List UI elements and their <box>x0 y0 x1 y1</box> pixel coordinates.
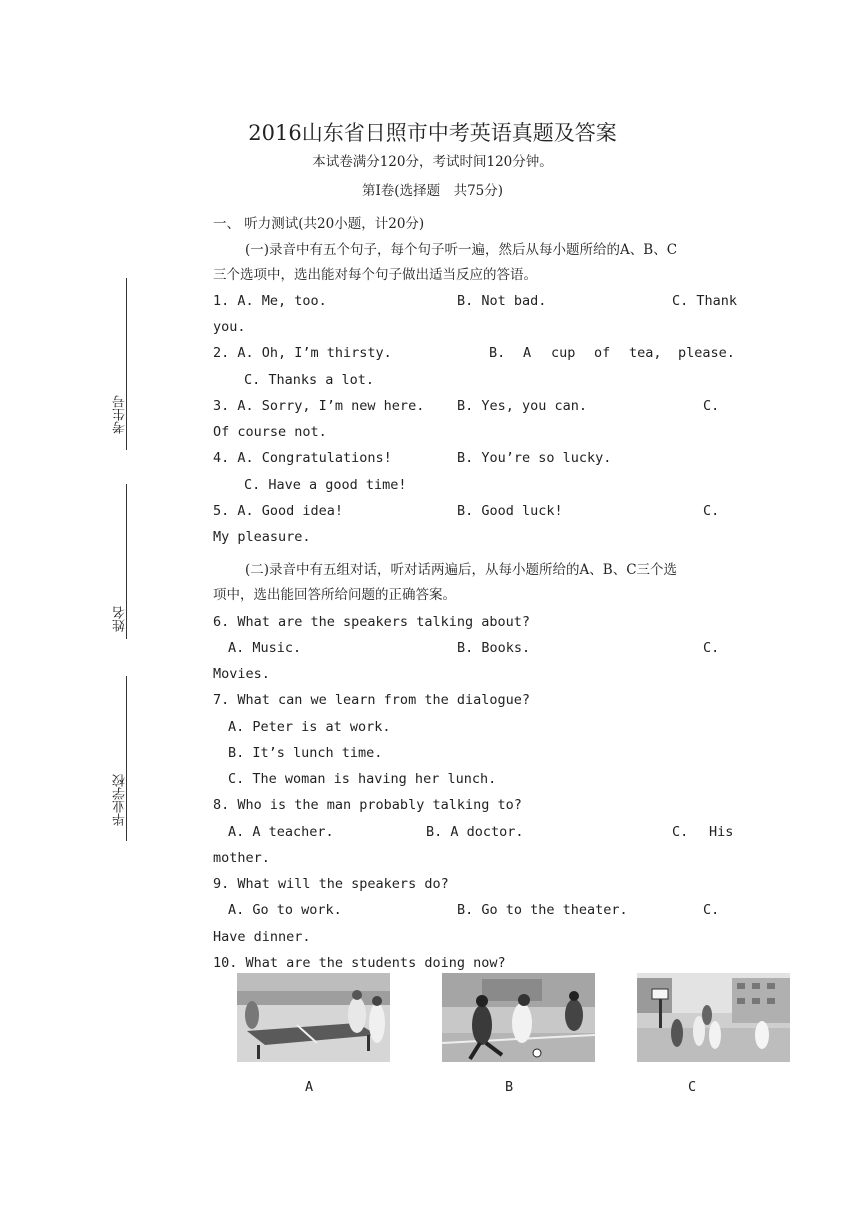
q3-option-a: 3. A. Sorry, I’m new here. <box>213 398 425 414</box>
name-label: 姓名 <box>113 606 128 632</box>
q3-option-c: C. <box>703 398 720 414</box>
q8-option-b: B. A doctor. <box>426 824 524 840</box>
q9-option-a: A. Go to work. <box>228 902 342 918</box>
q8-option-c: C. <box>672 824 689 840</box>
q1-option-c-cont: you. <box>213 319 246 335</box>
exam-id-label: 考生号 <box>113 395 128 434</box>
part1-instruction-cont: 三个选项中，选出能对每个句子做出适当反应的答语。 <box>213 267 537 283</box>
q6-question: 6. What are the speakers talking about? <box>213 614 530 630</box>
part2-instruction: (二)录音中有五组对话，听对话两遍后，从每小题所给的A、B、C三个选 <box>245 562 678 578</box>
q7-option-a: A. Peter is at work. <box>228 719 391 735</box>
q4-option-b: B. You’re so lucky. <box>457 450 612 466</box>
q6-option-c: C. <box>703 640 720 656</box>
q1-option-b: B. Not bad. <box>457 293 547 309</box>
q5-option-b: B. Good luck! <box>457 503 563 519</box>
q8-option-c-word: His <box>709 824 734 840</box>
q3-option-b: B. Yes, you can. <box>457 398 588 414</box>
q6-option-a: A. Music. <box>228 640 302 656</box>
basketball-photo <box>637 973 790 1062</box>
picture-label-b: B <box>505 1079 514 1095</box>
q7-question: 7. What can we learn from the dialogue? <box>213 692 530 708</box>
q6-option-c-cont: Movies. <box>213 666 270 682</box>
q2-word: A <box>523 345 532 361</box>
q2-word: tea, <box>629 345 662 361</box>
q8-question: 8. Who is the man probably talking to? <box>213 797 522 813</box>
q7-option-b: B. It’s lunch time. <box>228 745 383 761</box>
q2-word: cup <box>551 345 576 361</box>
q9-option-c-cont: Have dinner. <box>213 929 311 945</box>
part2-instruction-cont: 项中，选出能回答所给问题的正确答案。 <box>213 587 456 603</box>
exam-info: 本试卷满分120分，考试时间120分钟。 <box>312 154 553 170</box>
page-title: 2016山东省日照市中考英语真题及答案 <box>248 121 617 145</box>
q5-option-a: 5. A. Good idea! <box>213 503 344 519</box>
q4-option-a: 4. A. Congratulations! <box>213 450 392 466</box>
volume-heading: 第Ⅰ卷(选择题 共75分) <box>361 183 504 199</box>
school-label: 毕业学校 <box>113 774 128 826</box>
q9-option-b: B. Go to the theater. <box>457 902 628 918</box>
q3-option-c-cont: Of course not. <box>213 424 327 440</box>
q7-option-c: C. The woman is having her lunch. <box>228 771 497 787</box>
picture-label-a: A <box>305 1079 314 1095</box>
q9-question: 9. What will the speakers do? <box>213 876 449 892</box>
q4-option-c: C. Have a good time! <box>244 477 407 493</box>
table-tennis-photo <box>237 973 390 1062</box>
q5-option-c: C. <box>703 503 720 519</box>
picture-label-c: C <box>688 1079 697 1095</box>
q8-option-c-cont: mother. <box>213 850 270 866</box>
football-photo <box>442 973 595 1062</box>
q9-option-c: C. <box>703 902 720 918</box>
q2-word: of <box>594 345 611 361</box>
q2-word: please. <box>678 345 735 361</box>
q2-option-b-label: B. <box>489 345 506 361</box>
q1-option-c: C. Thank <box>672 293 738 309</box>
q2-option-c: C. Thanks a lot. <box>244 372 375 388</box>
q10-question: 10. What are the students doing now? <box>213 955 506 971</box>
q1-option-a: 1. A. Me, too. <box>213 293 327 309</box>
q8-option-a: A. A teacher. <box>228 824 334 840</box>
section-heading: 一、 听力测试(共20小题，计20分) <box>213 216 425 232</box>
q2-option-a: 2. A. Oh, I’m thirsty. <box>213 345 392 361</box>
part1-instruction: (一)录音中有五个句子，每个句子听一遍，然后从每小题所给的A、B、C <box>245 242 678 258</box>
q6-option-b: B. Books. <box>457 640 531 656</box>
q5-option-c-cont: My pleasure. <box>213 529 311 545</box>
